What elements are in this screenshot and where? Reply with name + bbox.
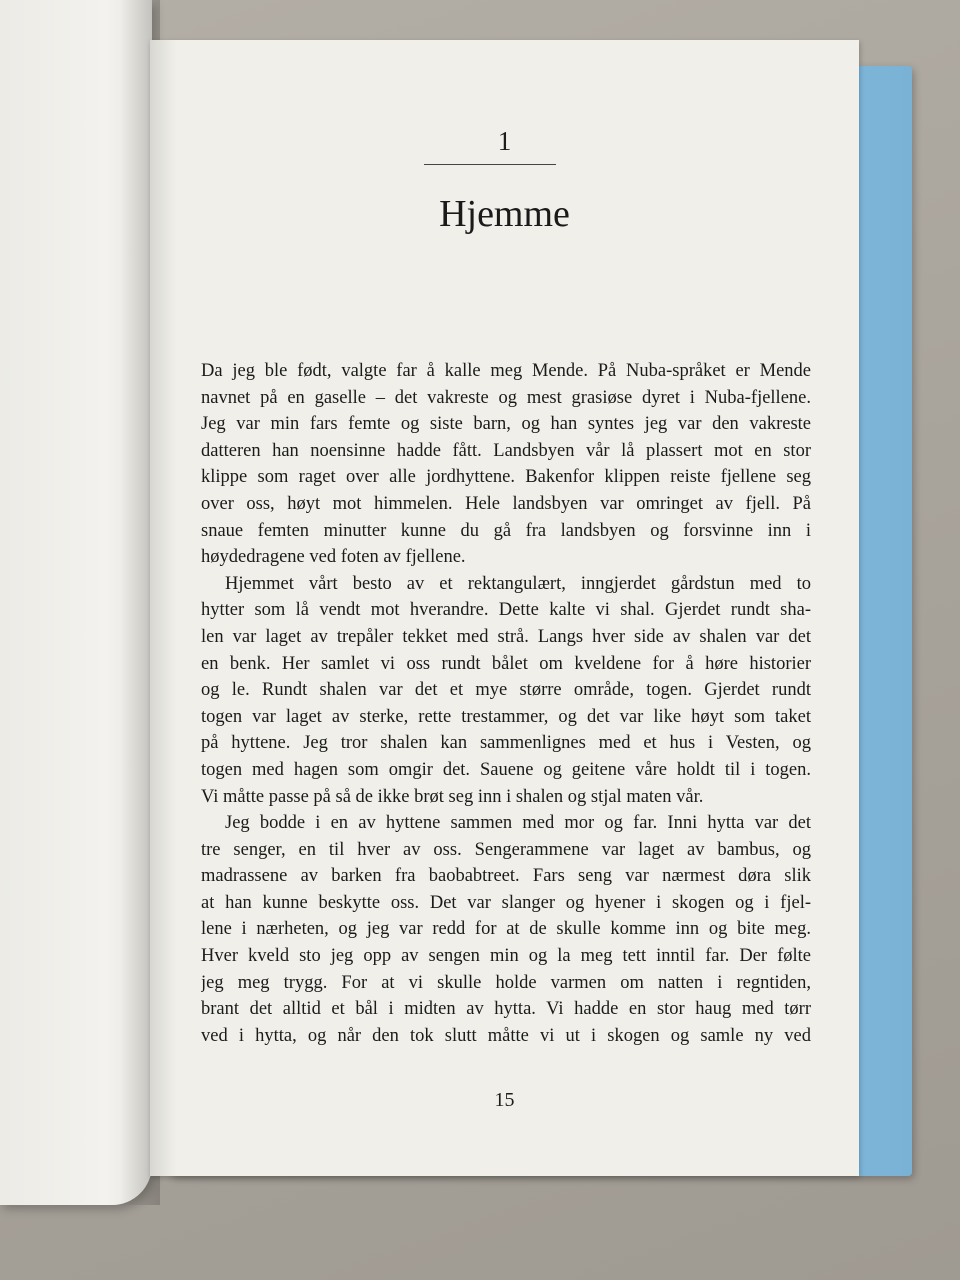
text-line: ved i hytta, og når den tok slutt måtte vi ut i skogen og samle ny ved xyxy=(201,1025,811,1046)
chapter-title: Hjemme xyxy=(439,193,570,235)
text-line: klippe som raget over alle jordhyttene. Bakenfor klippen reiste fjellene seg xyxy=(201,467,811,488)
text-line: jeg meg trygg. For at vi skulle holde varmen om natten i regntiden, xyxy=(201,972,811,993)
text-line: len var laget av trepåler tekket med strå. Langs hver side av shalen var det xyxy=(201,626,811,647)
text-line: og le. Rundt shalen var det et mye større område, togen. Gjerdet rundt xyxy=(201,680,811,701)
text-line: lene i nærheten, og jeg var redd for at de skulle komme inn og bite meg. xyxy=(201,919,811,940)
text-line: Jeg var min fars femte og siste barn, og han syntes jeg var den vakreste xyxy=(201,414,811,435)
text-line: Da jeg ble født, valgte far å kalle meg Mende. På Nuba-språket er Mende xyxy=(201,361,811,381)
text-line: Hver kveld sto jeg opp av sengen min og la meg tett inntil far. Der følte xyxy=(201,946,811,967)
body-text xyxy=(201,358,811,1049)
text-line: Jeg bodde i en av hyttene sammen med mor og far. Inni hytta var det xyxy=(225,813,811,834)
right-page xyxy=(150,40,859,1176)
text-line: at han kunne beskytte oss. Det var slanger og hyener i skogen og i fjel- xyxy=(201,892,811,913)
text-line: togen var laget av sterke, rette trestammer, og det var like høyt som taket xyxy=(201,706,811,727)
text-line: brant det alltid et bål i midten av hytta. Vi hadde en stor haug med tørr xyxy=(201,999,811,1020)
text-line: på hyttene. Jeg tror shalen kan sammenlignes med et hus i Vesten, og xyxy=(201,733,811,754)
text-line: en benk. Her samlet vi oss rundt bålet om kveldene for å høre historier xyxy=(201,653,811,674)
text-line: over oss, høyt mot himmelen. Hele landsbyen var omringet av fjell. På xyxy=(201,493,811,514)
text-line: madrassene av barken fra baobabtreet. Fars seng var nærmest døra slik xyxy=(201,866,811,887)
chapter-number: 1 xyxy=(497,126,512,156)
page-number: 15 xyxy=(494,1089,515,1111)
text-line: tre senger, en til hver av oss. Sengerammene var laget av bambus, og xyxy=(201,839,811,860)
text-line: Vi måtte passe på så de ikke brøt seg inn i shalen og stjal maten vår. xyxy=(201,786,704,807)
text-line: snaue femten minutter kunne du gå fra landsbyen og forsvinne inn i xyxy=(201,520,811,541)
text-line: høydedragene ved foten av fjellene. xyxy=(201,547,466,568)
text-line: hytter som lå vendt mot hverandre. Dette kalte vi shal. Gjerdet rundt sha- xyxy=(201,600,811,621)
text-line: togen med hagen som omgir det. Sauene og geitene våre holdt til i togen. xyxy=(201,759,811,780)
text-line: Hjemmet vårt besto av et rektangulært, inngjerdet gårdstun med to xyxy=(225,573,811,594)
chapter-divider xyxy=(424,164,556,165)
text-line: navnet på en gaselle – det vakreste og mest grasiøse dyret i Nuba-fjellene. xyxy=(201,387,811,408)
text-line: datteren han noensinne hadde fått. Landsbyen vår lå plassert mot en stor xyxy=(201,440,811,461)
